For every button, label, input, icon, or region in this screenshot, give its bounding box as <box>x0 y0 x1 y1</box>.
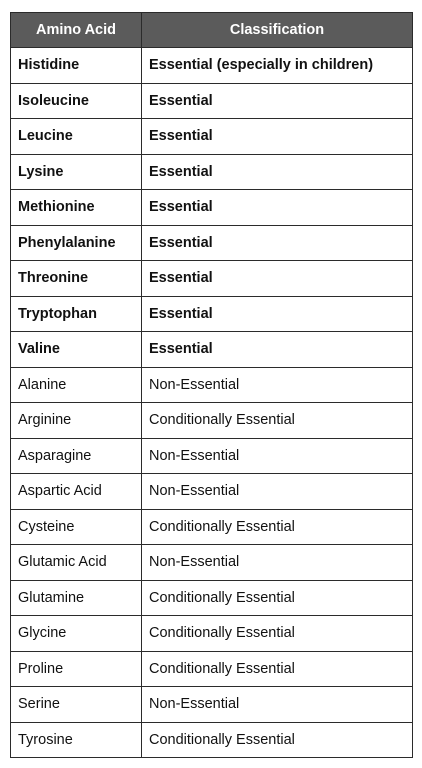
amino-acid-cell: Valine <box>11 332 142 368</box>
amino-acid-cell: Aspartic Acid <box>11 474 142 510</box>
table-row <box>11 296 413 332</box>
table-row <box>11 545 413 581</box>
classification-cell: Essential <box>142 190 413 226</box>
table-row <box>11 48 413 84</box>
table-row <box>11 225 413 261</box>
table-body <box>11 48 413 758</box>
classification-cell: Essential <box>142 332 413 368</box>
classification-cell: Non-Essential <box>142 687 413 723</box>
amino-acid-cell: Serine <box>11 687 142 723</box>
table-row <box>11 509 413 545</box>
amino-acid-cell: Lysine <box>11 154 142 190</box>
amino-acid-table-container <box>10 12 413 758</box>
classification-cell: Non-Essential <box>142 367 413 403</box>
classification-cell: Non-Essential <box>142 545 413 581</box>
amino-acid-cell: Glycine <box>11 616 142 652</box>
amino-acid-cell: Arginine <box>11 403 142 439</box>
table-row <box>11 190 413 226</box>
table-row <box>11 367 413 403</box>
table-row <box>11 261 413 297</box>
classification-cell: Essential <box>142 83 413 119</box>
classification-cell: Conditionally Essential <box>142 722 413 758</box>
table-row <box>11 154 413 190</box>
table-row <box>11 332 413 368</box>
classification-cell: Essential <box>142 225 413 261</box>
table-row <box>11 474 413 510</box>
classification-cell: Conditionally Essential <box>142 651 413 687</box>
classification-cell: Conditionally Essential <box>142 616 413 652</box>
table-row <box>11 580 413 616</box>
amino-acid-cell: Glutamine <box>11 580 142 616</box>
classification-cell: Conditionally Essential <box>142 509 413 545</box>
table-row <box>11 722 413 758</box>
amino-acid-cell: Histidine <box>11 48 142 84</box>
classification-cell: Essential <box>142 261 413 297</box>
table-header-row <box>11 13 413 48</box>
column-header-amino-acid: Amino Acid <box>11 13 142 48</box>
classification-cell: Conditionally Essential <box>142 580 413 616</box>
classification-cell: Non-Essential <box>142 474 413 510</box>
amino-acid-cell: Proline <box>11 651 142 687</box>
classification-cell: Essential <box>142 154 413 190</box>
classification-cell: Non-Essential <box>142 438 413 474</box>
table-row <box>11 403 413 439</box>
classification-cell: Essential <box>142 296 413 332</box>
amino-acid-cell: Leucine <box>11 119 142 155</box>
amino-acid-cell: Tyrosine <box>11 722 142 758</box>
amino-acid-cell: Asparagine <box>11 438 142 474</box>
classification-cell: Essential <box>142 119 413 155</box>
column-header-classification: Classification <box>142 13 413 48</box>
classification-cell: Conditionally Essential <box>142 403 413 439</box>
amino-acid-cell: Isoleucine <box>11 83 142 119</box>
amino-acid-cell: Methionine <box>11 190 142 226</box>
table-row <box>11 438 413 474</box>
amino-acid-cell: Threonine <box>11 261 142 297</box>
amino-acid-table <box>10 12 413 758</box>
amino-acid-cell: Cysteine <box>11 509 142 545</box>
table-row <box>11 616 413 652</box>
table-row <box>11 119 413 155</box>
amino-acid-cell: Tryptophan <box>11 296 142 332</box>
amino-acid-cell: Glutamic Acid <box>11 545 142 581</box>
table-row <box>11 83 413 119</box>
amino-acid-cell: Phenylalanine <box>11 225 142 261</box>
classification-cell: Essential (especially in children) <box>142 48 413 84</box>
table-row <box>11 687 413 723</box>
amino-acid-cell: Alanine <box>11 367 142 403</box>
table-row <box>11 651 413 687</box>
